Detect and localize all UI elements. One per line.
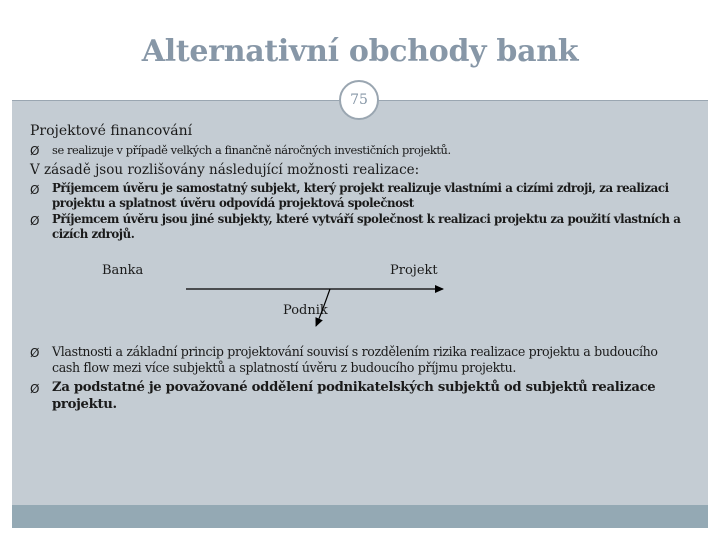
bullet-arrow-icon: Ø	[30, 346, 40, 360]
realization-heading: V zásadě jsou rozlišovány následující možnosti realizace:	[30, 162, 420, 178]
bottom-bar	[12, 505, 708, 528]
section-heading: Projektové financování	[30, 123, 193, 139]
diagram-label-company: Podnik	[283, 303, 328, 318]
bullet-arrow-icon: Ø	[30, 144, 40, 158]
bullet-arrow-icon: Ø	[30, 382, 40, 396]
bullet-arrow-icon: Ø	[30, 214, 40, 228]
page-number-badge: 75	[339, 80, 379, 120]
bullet-arrow-icon: Ø	[30, 183, 40, 197]
conclusion-1-line-1: Vlastnosti a základní princip projektování souvisí s rozdělením rizika realizace projektu a budoucího	[52, 344, 658, 359]
intro-bullet-text: se realizuje v případě velkých a finančně náročných investičních projektů.	[52, 143, 451, 157]
conclusion-1-line-2: cash flow mezi více subjektů a splatností úvěru z budoucího příjmu projektu.	[52, 360, 517, 375]
diagram-label-project: Projekt	[390, 263, 438, 278]
conclusion-2-line-2: projektu.	[52, 397, 117, 412]
slide-title: Alternativní obchody bank	[141, 34, 579, 69]
diagram-label-bank: Banka	[102, 263, 144, 278]
realization-bullet-2-line-1: Příjemcem úvěru jsou jiné subjekty, které vytváří společnost k realizaci projektu za použití vlastních a	[52, 212, 681, 226]
realization-bullet-1-line-2: projektu a splatnost úvěru odpovídá projektová společnost	[52, 196, 414, 210]
realization-bullet-2-line-2: cizích zdrojů.	[52, 227, 135, 241]
conclusion-2-line-1: Za podstatné je považované oddělení podnikatelských subjektů od subjektů realizace	[52, 380, 656, 395]
realization-bullet-1-line-1: Příjemcem úvěru je samostatný subjekt, který projekt realizuje vlastními a cizími zdroji, za realizaci	[52, 181, 669, 195]
